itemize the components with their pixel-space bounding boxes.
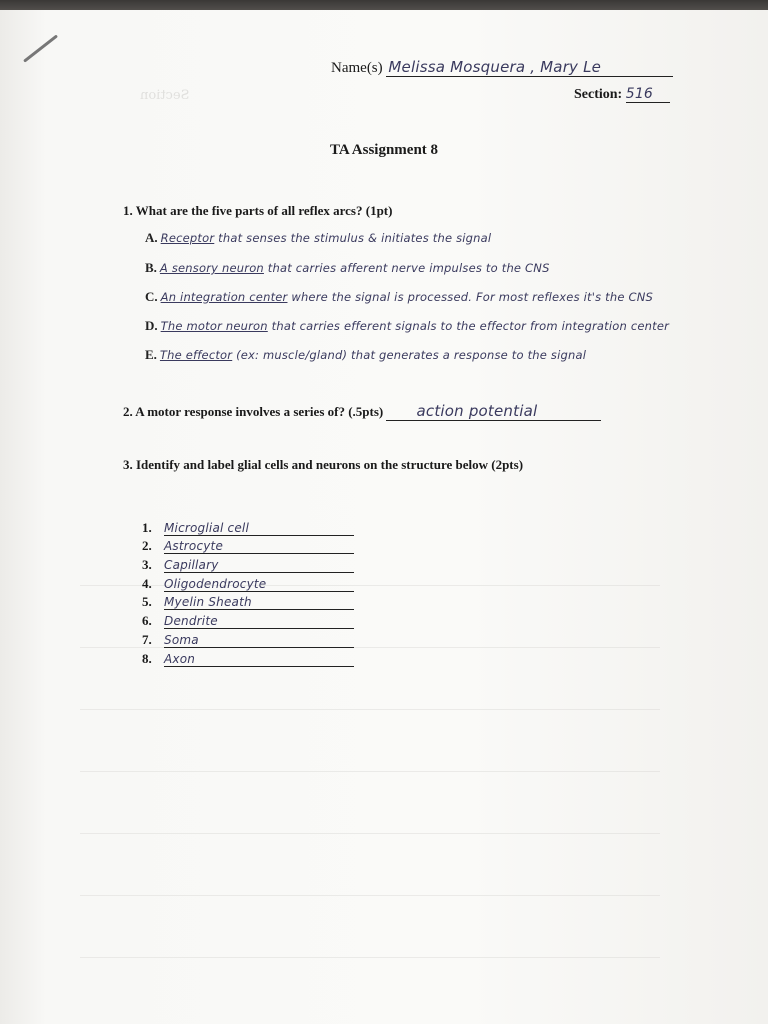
question-2-answer[interactable]: action potential: [386, 402, 601, 421]
bleed-through-text: Section: [140, 88, 190, 103]
label-number: 6.: [142, 613, 152, 628]
section-value[interactable]: 516: [626, 86, 670, 103]
answer-term: An integration center: [160, 290, 288, 304]
answer-label: A.: [145, 230, 158, 245]
answer-1d[interactable]: [145, 318, 669, 334]
answer-term: The effector: [159, 348, 233, 362]
answer-label: E.: [145, 347, 157, 362]
name-field: [331, 58, 673, 77]
label-row: [142, 557, 354, 573]
answer-term: The motor neuron: [160, 319, 268, 333]
label-row: [142, 576, 354, 592]
label-number: 2.: [142, 538, 152, 553]
answer-1e[interactable]: [145, 347, 586, 363]
section-label: Section:: [574, 87, 623, 102]
answer-term: Receptor: [160, 231, 215, 245]
answer-text: that senses the stimulus & initiates the signal: [214, 231, 492, 245]
label-answer[interactable]: Myelin Sheath: [164, 595, 354, 610]
answer-text: where the signal is processed. For most reflexes it's the CNS: [287, 290, 653, 304]
answer-term: A sensory neuron: [159, 261, 264, 275]
question-2: [123, 402, 601, 421]
label-row: [142, 538, 354, 554]
name-value[interactable]: Melissa Mosquera , Mary Le: [386, 58, 673, 77]
answer-label: B.: [145, 260, 157, 275]
section-field: [574, 86, 670, 103]
answer-text: (ex: muscle/gland) that generates a response to the signal: [232, 348, 587, 362]
answer-1b[interactable]: [145, 260, 550, 276]
label-answer[interactable]: Axon: [164, 652, 354, 667]
label-number: 4.: [142, 576, 152, 591]
label-row: [142, 651, 354, 667]
answer-1a[interactable]: [145, 230, 491, 246]
bleed-through-lines: [80, 545, 660, 985]
answer-label: C.: [145, 289, 158, 304]
answer-text: that carries efferent signals to the effector from integration center: [267, 319, 670, 333]
label-row: [142, 520, 354, 536]
label-number: 7.: [142, 632, 152, 647]
label-number: 3.: [142, 557, 152, 572]
name-label: Name(s): [331, 60, 383, 76]
answer-text: that carries afferent nerve impulses to the CNS: [263, 261, 550, 275]
label-answer[interactable]: Oligodendrocyte: [164, 577, 354, 592]
label-answer[interactable]: Soma: [164, 633, 354, 648]
label-number: 5.: [142, 594, 152, 609]
label-number: 1.: [142, 520, 152, 535]
label-answer[interactable]: Microglial cell: [164, 521, 354, 536]
label-answer[interactable]: Dendrite: [164, 614, 354, 629]
label-answer[interactable]: Astrocyte: [164, 539, 354, 554]
answer-1c[interactable]: [145, 289, 653, 305]
label-number: 8.: [142, 651, 152, 666]
question-1-prompt: 1. What are the five parts of all reflex arcs? (1pt): [123, 203, 393, 218]
assignment-title: TA Assignment 8: [329, 142, 439, 158]
label-answer[interactable]: Capillary: [164, 558, 354, 573]
question-3-prompt: 3. Identify and label glial cells and neurons on the structure below (2pts): [123, 457, 524, 472]
label-row: [142, 594, 354, 610]
question-2-prompt: 2. A motor response involves a series of? (.5pts): [123, 404, 384, 419]
answer-label: D.: [145, 318, 158, 333]
label-row: [142, 613, 354, 629]
label-row: [142, 632, 354, 648]
